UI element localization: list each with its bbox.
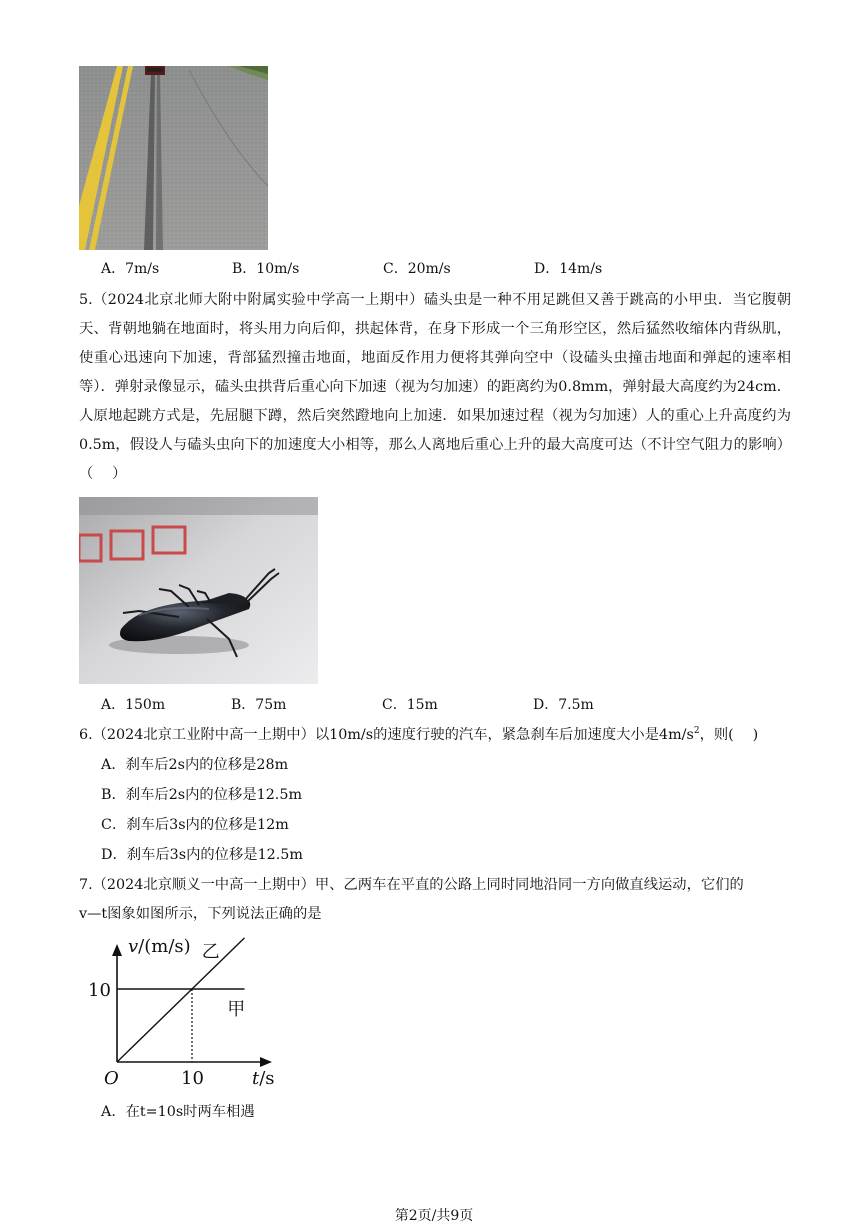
q5-option-d[interactable]: D．7.5m [533,697,594,713]
q5-options [101,695,701,715]
q4-option-d[interactable]: D．14m/s [534,261,603,277]
q6-text-sup: 2 [693,726,700,737]
q6-option-b[interactable]: B．刹车后2s内的位移是12.5m [101,787,303,803]
q7-option-a[interactable]: A．在t=10s时两车相遇 [101,1104,255,1120]
road-skid-photo [79,66,268,250]
origin-label: O [104,1068,119,1089]
x-axis-arrow [260,1057,272,1067]
q6-question-text [79,725,819,745]
y-axis-arrow [112,944,122,956]
x-axis-label: t/s [252,1068,275,1089]
series-label-yi: 乙 [201,941,220,963]
q5-option-b[interactable]: B．75m [231,697,287,713]
q6-option-d[interactable]: D．刹车后3s内的位移是12.5m [101,847,303,863]
q7-question-line-1: 7.（2024北京顺义一中高一上期中）甲、乙两车在平直的公路上同时同地沿同一方向做直线运动，它们的 [79,877,744,893]
q7-question-line-2: v—t图象如图所示，下列说法正确的是 [79,906,322,922]
q4-option-c[interactable]: C．20m/s [383,261,451,277]
q6-text-main: 6.（2024北京工业附中高一上期中）以10m/s的速度行驶的汽车，紧急刹车后加速度大小是4m/s [79,727,694,743]
y-tick-label: 10 [88,980,111,1001]
series-label-jia: 甲 [227,999,246,1020]
q5-option-a[interactable]: A．150m [101,697,166,713]
q4-options [101,259,701,279]
page-footer: 第2页/共9页 [394,1208,474,1224]
y-axis-label: v/(m/s) [128,936,191,957]
q5-option-c[interactable]: C．15m [382,697,438,713]
q6-option-a[interactable]: A．刹车后2s内的位移是28m [101,757,289,773]
q4-option-a[interactable]: A．7m/s [101,261,160,277]
q4-option-b[interactable]: B．10m/s [232,261,300,277]
x-tick-label: 10 [181,1068,204,1089]
q6-option-c[interactable]: C．刹车后3s内的位移是12m [101,817,289,833]
vt-graph [80,930,280,1092]
click-beetle-photo [79,497,318,684]
q6-text-tail: ，则( ) [699,727,759,743]
q5-question-text: 5.（2024北京北师大附中附属实验中学高一上期中）磕头虫是一种不用足跳但又善于跳高的小甲虫．当它腹朝天、背朝地躺在地面时，将头用力向后仰，拱起体背，在身下形成一个三角形空区，然后猛然收缩体内背纵肌，使重心迅速向下加速，背部猛烈撞击地面，地面反作用力便将其弹向空中（设磕头虫撞击地面和弹起的速率相等）．弹射录像显示，磕头虫拱背后重心向下加速（视为匀加速）的距离约为0.8mm，弹射最大高度约为24cm．人原地起跳方式是，先屈腿下蹲，然后突然蹬地向上加速．如果加速过程（视为匀加速）人的重心上升高度约为0.5m，假设人与磕头虫向下的加速度大小相等，那么人离地后重心上升的最大高度可达（不计空气阻力的影响）（ ） [79,292,791,482]
